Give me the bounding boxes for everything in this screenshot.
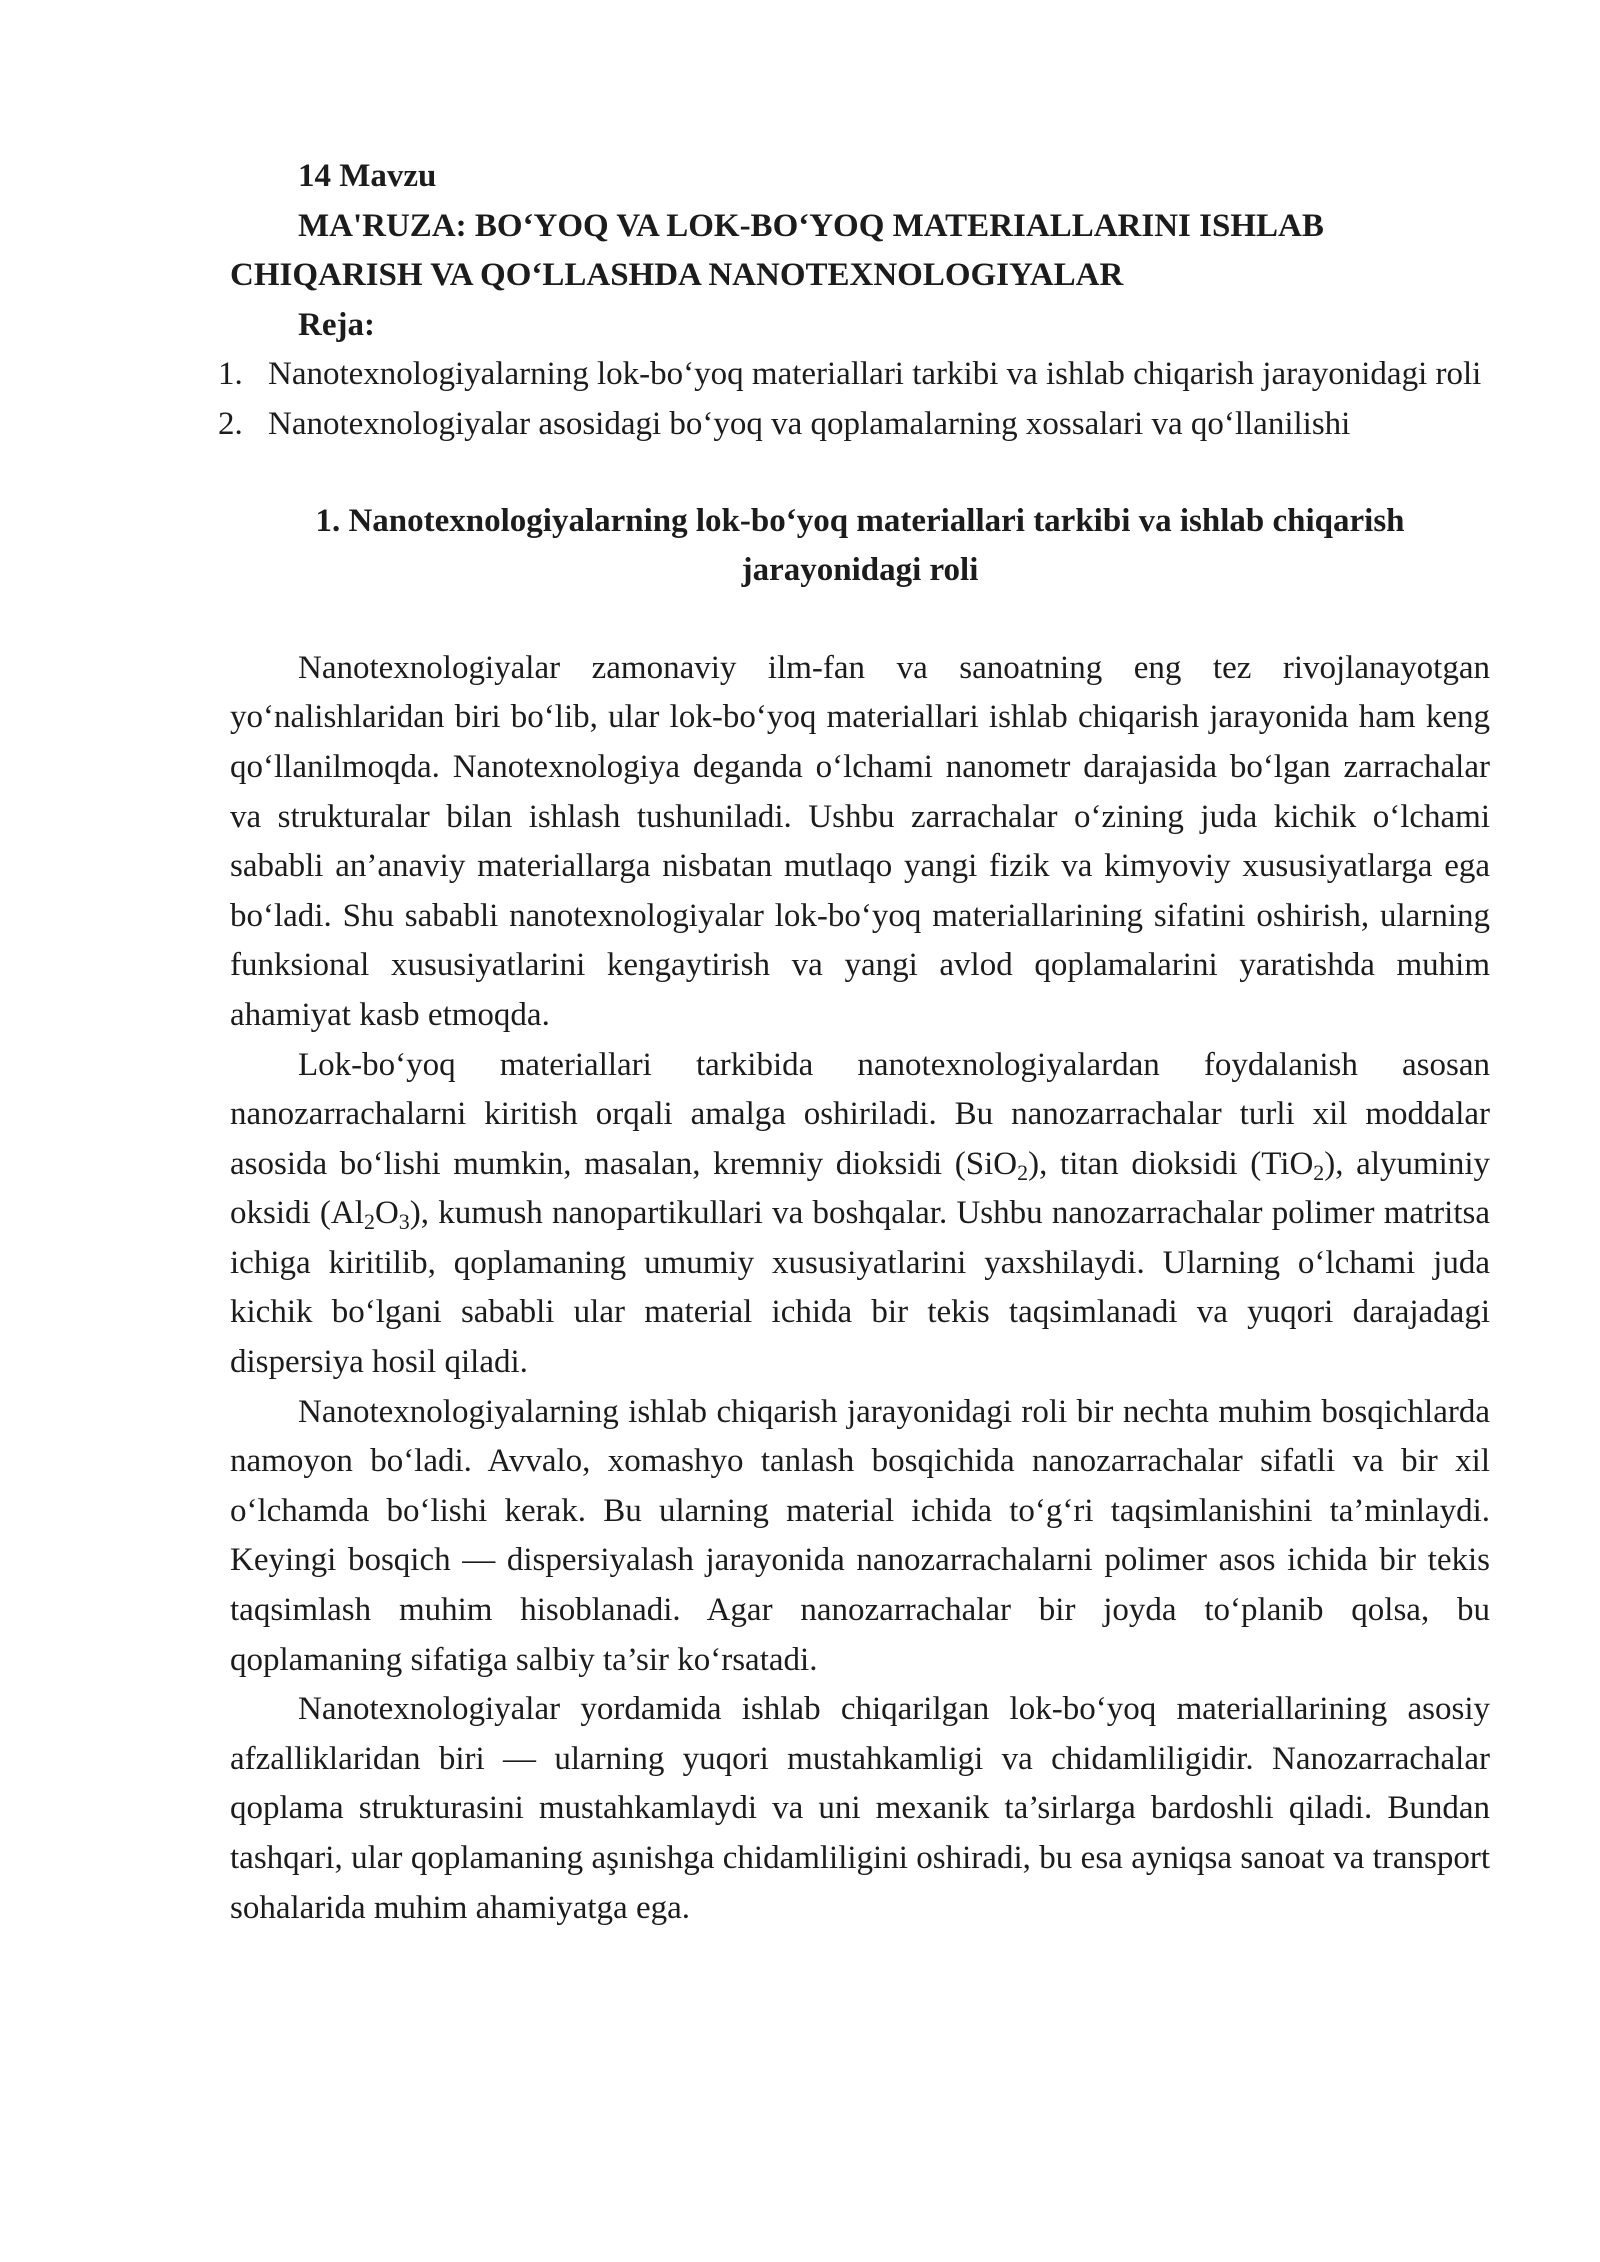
plan-item — [218, 400, 1490, 450]
plan-item-text: Nanotexnologiyalarning lok-bo‘yoq materiallari tarkibi va ishlab chiqarish jarayonidagi roli — [268, 356, 1482, 393]
paragraph-text: Lok-bo‘yoq materiallari tarkibida nanotexnologiyalardan foydalanish asosan nanozarrachalarni kiritish orqali amalga oshiriladi. Bu nanozarrachalar turli xil moddalar asosida bo‘lishi mumkin, masalan, kremniy dioksidi (SiO — [230, 1046, 1490, 1182]
plan-list — [218, 350, 1490, 449]
paragraph-intro: Nanotexnologiyalar zamonaviy ilm-fan va sanoatning eng tez rivojlanayotgan yo‘nalishlaridan biri bo‘lib, ular lok-bo‘yoq materiallari ishlab chiqarish jarayonida ham keng qo‘llanilmoqda. Nanotexnologiya deganda o‘lchami nanometr darajasida bo‘lgan zarrachalar va strukturalar bilan ishlash tushuniladi. Ushbu zarrachalar o‘zining juda kichik o‘lchami sababli an’anaviy materiallarga nisbatan mutlaqo yangi fizik va kimyoviy xususiyatlarga ega bo‘ladi. Shu sababli nanotexnologiyalar lok-bo‘yoq materiallarining sifatini oshirish, ularning funksional xususiyatlarini kengaytirish va yangi avlod qoplamalarini yaratishda muhim ahamiyat kasb etmoqda. — [230, 649, 1490, 1033]
plan-item-text: Nanotexnologiyalar asosidagi bo‘yoq va qoplamalarning xossalari va qo‘llanilishi — [268, 405, 1351, 442]
plan-heading: Reja: — [298, 306, 375, 343]
subscript: 2 — [1313, 1159, 1325, 1185]
section-title: 1. Nanotexnologiyalarning lok-bo‘yoq materiallari tarkibi va ishlab chiqarish jarayonidagi roli — [315, 502, 1405, 589]
paragraph-advantages: Nanotexnologiyalar yordamida ishlab chiqarilgan lok-bo‘yoq materiallarining asosiy afzalliklaridan biri — ularning yuqori mustahkamligi va chidamliligidir. Nanozarrachalar qoplama strukturasini mustahkamlaydi va uni mexanik ta’sirlarga bardoshli qiladi. Bundan tashqari, ular qoplamaning aşınishga chidamliligini oshiradi, bu esa ayniqsa sanoat va transport sohalarida muhim ahamiyatga ega. — [230, 1691, 1490, 1926]
plan-item — [218, 350, 1490, 400]
page-content — [218, 152, 1490, 1933]
topic-number: 14 Mavzu — [298, 158, 437, 194]
paragraph-text: ), alyuminiy oksidi (Al — [230, 1145, 1490, 1232]
paragraph-text: O — [374, 1195, 399, 1232]
subscript: 2 — [363, 1209, 375, 1235]
lecture-title: MA'RUZA: BO‘YOQ VA LOK-BO‘YOQ MATERIALLARINI ISHLAB CHIQARISH VA QO‘LLASHDA NANOTEXNOLOGIYALAR — [230, 207, 1324, 294]
subscript: 3 — [398, 1209, 410, 1235]
plan-item-number: 2. — [218, 405, 243, 442]
paragraph-text: ), kumush nanopartikullari va boshqalar. Ushbu nanozarrachalar polimer matritsa ichiga kiritilib, qoplamaning umumiy xususiyatlarini yaxshilaydi. Ularning o‘lchami juda kichik bo‘lgani sababli ular material ichida bir tekis taqsimlanadi va yuqori darajadagi dispersiya hosil qiladi. — [230, 1195, 1490, 1381]
plan-item-number: 1. — [218, 356, 243, 393]
paragraph-text: ), titan dioksidi (TiO — [1028, 1145, 1314, 1182]
subscript: 2 — [1017, 1159, 1029, 1185]
paragraph-nanoparticles — [230, 1041, 1490, 1388]
paragraph-production-role: Nanotexnologiyalarning ishlab chiqarish jarayonidagi roli bir nechta muhim bosqichlarda namoyon bo‘ladi. Avvalo, xomashyo tanlash bosqichida nanozarrachalar sifatli va bir xil o‘lchamda bo‘lishi kerak. Bu ularning material ichida to‘g‘ri taqsimlanishini ta’minlaydi. Keyingi bosqich — dispersiyalash jarayonida nanozarrachalarni polimer asos ichida bir tekis taqsimlash muhim hisoblanadi. Agar nanozarrachalar bir joyda to‘planib qolsa, bu qoplamaning sifatiga salbiy ta’sir ko‘rsatadi. — [230, 1393, 1490, 1678]
